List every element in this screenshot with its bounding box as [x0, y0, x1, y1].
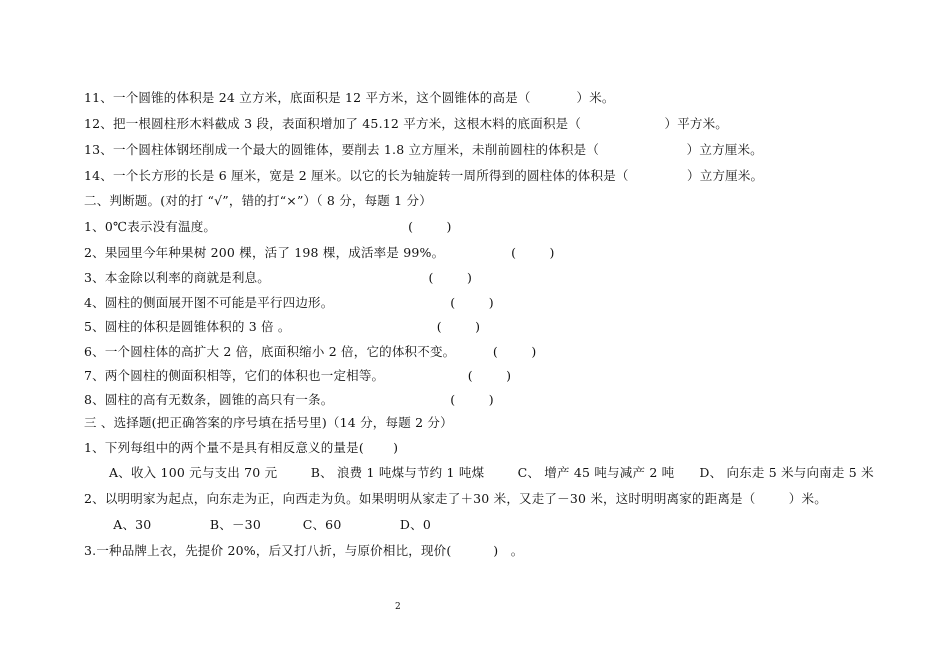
choice-question-3: 3.一种品牌上衣，先提价 20%，后又打八折，与原价相比，现价( ) 。 — [84, 543, 524, 558]
choice-question-1: 1、下列每组中的两个量不是具有相反意义的量是( ) — [84, 440, 399, 455]
choice-options-2: A、30 B、－30 C、60 D、0 — [84, 517, 431, 532]
judgment-item-1: 1、0℃表示没有温度。 ( ) — [84, 219, 452, 234]
judgment-item-4: 4、圆柱的侧面展开图不可能是平行四边形。 ( ) — [84, 295, 494, 310]
judgment-item-2: 2、果园里今年种果树 200 棵，活了 198 棵，成活率是 99%。 ( ) — [84, 245, 555, 260]
choice-options-1: A、收入 100 元与支出 70 元 B、 浪费 1 吨煤与节约 1 吨煤 C、 增产 45 吨与减产 2 吨 D、 向东走 5 米与向南走 5 米 — [84, 465, 874, 480]
question-11: 11、一个圆锥的体积是 24 立方米，底面积是 12 平方米，这个圆锥体的高是（ ）米。 — [84, 90, 615, 105]
section-heading-choice: 三 、选择题(把正确答案的序号填在括号里)（14 分，每题 2 分） — [84, 415, 453, 430]
judgment-item-7: 7、两个圆柱的侧面积相等，它们的体积也一定相等。 ( ) — [84, 368, 512, 383]
judgment-item-8: 8、圆柱的高有无数条，圆锥的高只有一条。 ( ) — [84, 392, 494, 407]
judgment-item-3: 3、本金除以利率的商就是利息。 ( ) — [84, 270, 473, 285]
section-heading-judgment: 二、判断题。(对的打 “√”，错的打“×”）（ 8 分，每题 1 分） — [84, 193, 432, 208]
page-number: 2 — [395, 602, 401, 612]
judgment-item-6: 6、一个圆柱体的高扩大 2 倍，底面积缩小 2 倍，它的体积不变。 ( ) — [84, 344, 537, 359]
question-13: 13、一个圆柱体钢坯削成一个最大的圆锥体，要削去 1.8 立方厘米，未削前圆柱的体积是（ ）立方厘米。 — [84, 142, 763, 157]
judgment-item-5: 5、圆柱的体积是圆锥体积的 3 倍 。 ( ) — [84, 319, 481, 334]
choice-question-2: 2、以明明家为起点，向东走为正，向西走为负。如果明明从家走了＋30 米，又走了－30 米，这时明明离家的距离是（ ）米。 — [84, 491, 827, 506]
question-14: 14、一个长方形的长是 6 厘米，宽是 2 厘米。以它的长为轴旋转一周所得到的圆柱体的体积是（ ）立方厘米。 — [84, 168, 764, 183]
question-12: 12、把一根圆柱形木料截成 3 段，表面积增加了 45.12 平方米，这根木料的底面积是（ ）平方米。 — [84, 116, 729, 131]
